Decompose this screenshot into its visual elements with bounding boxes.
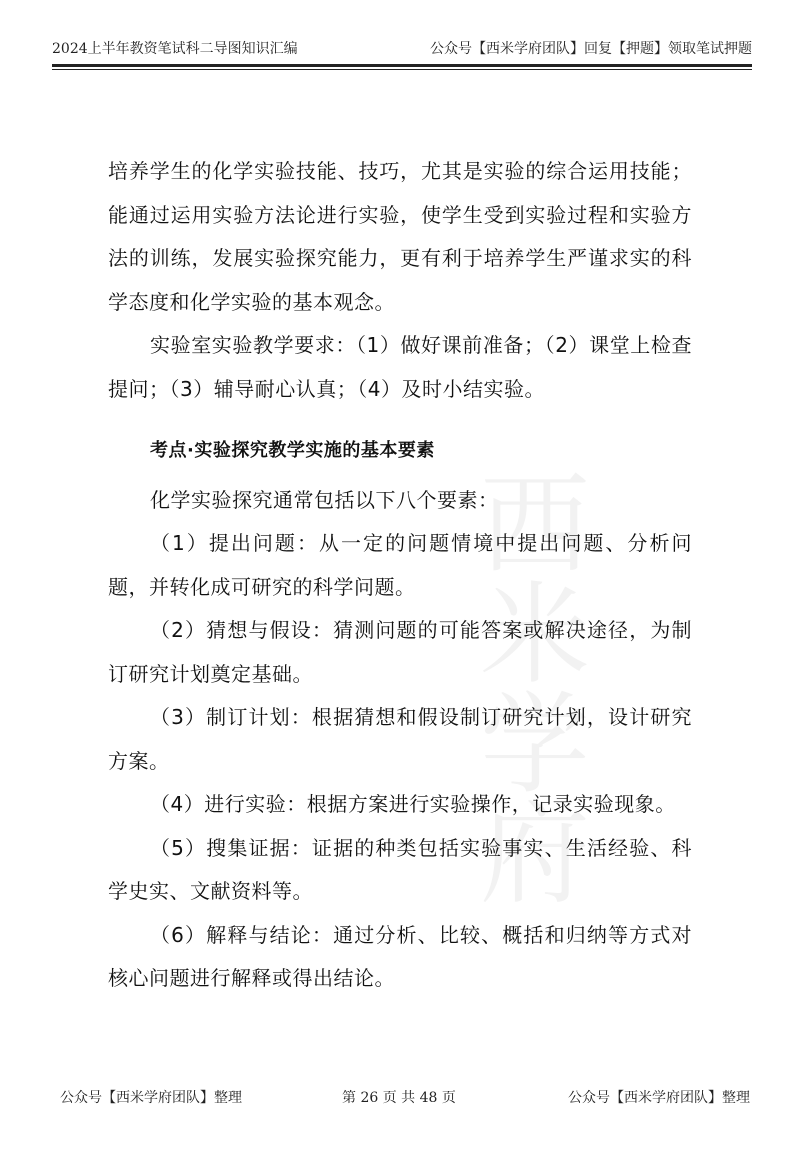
header-rule-thin [52,69,752,70]
list-item-4: （4）进行实验：根据方案进行实验操作，记录实验现象。 [150,792,676,816]
list-item-2: （2）猜想与假设：猜测问题的可能答案或解决途径，为制订研究计划奠定基础。 [108,618,692,686]
watermark: 西米学府 [480,461,590,919]
section-heading: 考点·实验探究教学实施的基本要素 [150,440,435,461]
header-right-promo: 公众号【西米学府团队】回复【押题】领取笔试押题 [430,41,752,57]
page-footer [60,1087,750,1111]
paragraph-lab-requirements: 实验室实验教学要求：（1）做好课前准备；（2）课堂上检查提问；（3）辅导耐心认真；（4）及时小结实验。 [108,333,692,401]
page-number: 第 26 页 共 48 页 [342,1090,456,1106]
list-item-3: （3）制订计划：根据猜想和假设制订研究计划，设计研究方案。 [108,705,692,773]
footer-left: 公众号【西米学府团队】整理 [60,1090,242,1106]
list-item-1: （1）提出问题：从一定的问题情境中提出问题、分析问题，并转化成可研究的科学问题。 [108,531,692,599]
header-rule-thick [52,64,752,67]
paragraph-skills: 培养学生的化学实验技能、技巧，尤其是实验的综合运用技能；能通过运用实验方法论进行实验，使学生受到实验过程和实验方法的训练，发展实验探究能力，更有利于培养学生严谨求实的科学态度和化学实验的基本观念。 [108,159,692,314]
footer-right: 公众号【西米学府团队】整理 [568,1090,750,1106]
header-left-title: 2024上半年教资笔试科二导图知识汇编 [52,41,298,57]
list-item-6: （6）解释与结论：通过分析、比较、概括和归纳等方式对核心问题进行解释或得出结论。 [108,922,692,990]
page-header [52,38,752,62]
page-body [108,150,692,1001]
paragraph-intro: 化学实验探究通常包括以下八个要素： [150,487,499,512]
list-item-5: （5）搜集证据：证据的种类包括实验事实、生活经验、科学史实、文献资料等。 [108,835,692,903]
